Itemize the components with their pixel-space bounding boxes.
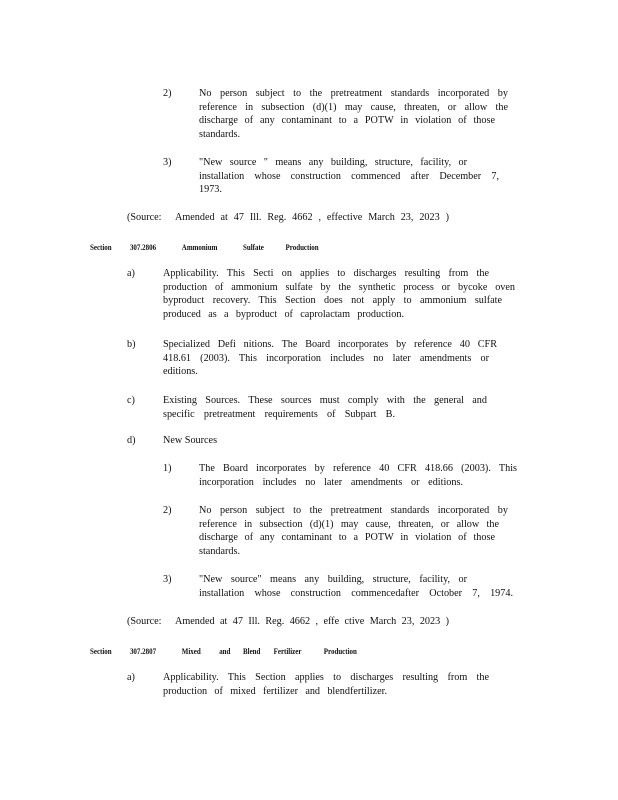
section-title-word: Ammonium: [181, 243, 218, 252]
section-number: 307.2806: [129, 243, 157, 252]
text-line: produced as a byproduct of caprolactam production.: [163, 308, 404, 320]
source-text: [175, 615, 449, 629]
text-line: reference in subsection (d)(1) may cause, threaten, or allow the: [199, 518, 499, 530]
item-text: [199, 156, 499, 197]
source-label: (Source:: [127, 212, 162, 223]
section-title-word: and: [219, 647, 231, 656]
text-line: installation whose construction commencedafter October 7, 1974.: [199, 587, 513, 599]
section-title-word: Fertilizer: [273, 647, 302, 656]
item-number: a): [127, 268, 135, 279]
item-number: d): [127, 435, 136, 446]
item-text: [199, 504, 508, 558]
item-number: 3): [163, 157, 172, 168]
section-number: 307.2807: [129, 647, 157, 656]
text-line: installation whose construction commenced after December 7,: [199, 170, 499, 182]
item-number: b): [127, 339, 136, 350]
text-line: production of ammonium sulfate by the synthetic process or bycoke oven: [163, 281, 515, 293]
item-text: [163, 394, 487, 421]
text-line: editions.: [163, 366, 198, 378]
source-label: (Source:: [127, 616, 162, 627]
item-number: a): [127, 672, 135, 683]
source-note: Amended at 47 Ill. Reg. 4662 , effe ctive March 23, 2023 ): [175, 616, 449, 627]
text-line: discharge of any contaminant to a POTW in violation of those: [199, 532, 495, 544]
item-number: 1): [163, 463, 172, 474]
text-line: No person subject to the pretreatment standards incorporated by: [199, 505, 508, 516]
item-text: [163, 267, 515, 321]
text-line: standards.: [199, 545, 241, 557]
text-line: standards.: [199, 128, 241, 140]
text-line: reference in subsection (d)(1) may cause, threaten, or allow the: [199, 101, 508, 113]
text-line: Applicability. This Section applies to discharges resulting from the: [163, 672, 489, 683]
text-line: 418.61 (2003). This incorporation includes no later amendments or: [163, 352, 489, 364]
text-line: "New source " means any building, structure, facility, or: [199, 157, 467, 168]
text-line: The Board incorporates by reference 40 CFR 418.66 (2003). This: [199, 463, 517, 474]
section-title-word: Sulfate: [243, 243, 264, 252]
section-title-word: Production: [285, 243, 319, 252]
text-line: No person subject to the pretreatment standards incorporated by: [199, 88, 508, 99]
item-text: [163, 671, 489, 698]
section-word: Section: [90, 243, 112, 252]
item-text: [163, 338, 499, 379]
section-title-word: Production: [323, 647, 357, 656]
text-line: production of mixed fertilizer and blendfertilizer.: [163, 685, 387, 697]
section-word: Section: [90, 647, 112, 656]
text-line: Specialized Defi nitions. The Board incorporates by reference 40 CFR: [163, 339, 497, 350]
item-text: [199, 87, 508, 141]
item-number: 2): [163, 88, 172, 99]
text-line: "New source" means any building, structure, facility, or: [199, 574, 467, 585]
item-number: c): [127, 395, 135, 406]
item-number: 2): [163, 505, 172, 516]
item-text: [199, 462, 517, 489]
text-line: byproduct recovery. This Section does not apply to ammonium sulfate: [163, 295, 502, 307]
text-line: Existing Sources. These sources must comply with the general and: [163, 395, 487, 406]
text-line: 1973.: [199, 184, 222, 196]
text-line: discharge of any contaminant to a POTW in violation of those: [199, 115, 495, 127]
source-text: [175, 211, 449, 225]
text-line: Applicability. This Secti on applies to discharges resulting from the: [163, 268, 489, 279]
item-title: New Sources: [163, 435, 218, 446]
text-line: specific pretreatment requirements of Subpart B.: [163, 408, 395, 420]
item-text: [199, 573, 513, 600]
text-line: incorporation includes no later amendments or editions.: [199, 476, 463, 488]
section-title-word: Blend: [243, 647, 261, 656]
source-note: Amended at 47 Ill. Reg. 4662 , effective March 23, 2023 ): [175, 212, 449, 223]
section-title-word: Mixed: [181, 647, 201, 656]
item-number: 3): [163, 574, 172, 585]
